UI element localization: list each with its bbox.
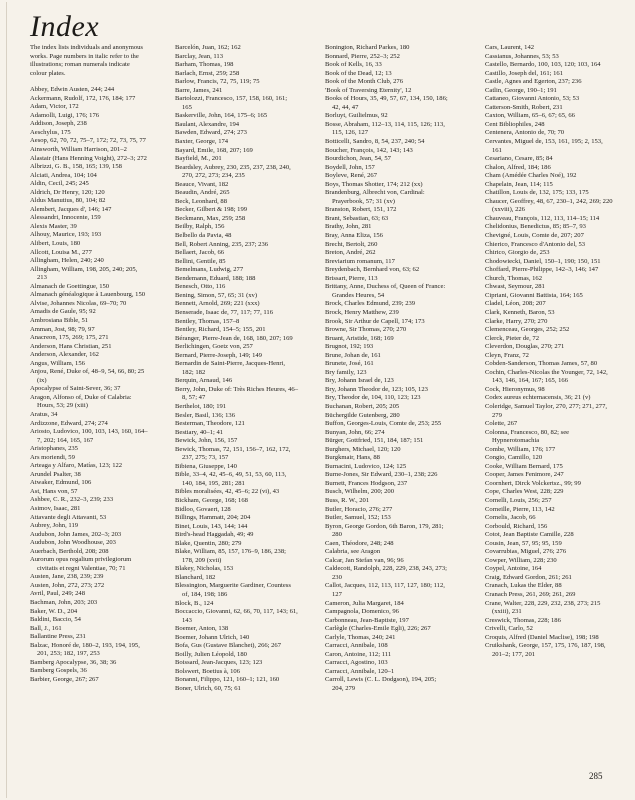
index-entry: Anderson, Hans Christian, 251: [30, 342, 112, 350]
index-entry: Cranach Press, 261, 269; 261, 269: [485, 591, 576, 598]
index-entry: Benesch, Otto, 116: [175, 283, 226, 291]
index-entry: Asimov, Isaac, 281: [30, 504, 81, 512]
index-entry: Angus, William, 156: [30, 359, 85, 367]
index-entry: Ariosto, Ludovico, 100, 103, 143, 160, 164–7, 202; 164, 165, 167: [30, 428, 148, 444]
index-entry: Bellini, Gentile, 85: [175, 257, 226, 265]
index-entry: Ainsworth, William Harrison, 201–2: [30, 146, 127, 154]
index-entry: Alessandri, Innocente, 159: [30, 214, 101, 222]
index-entry: Calcar, Jan Stefan van, 96; 96: [325, 556, 404, 564]
index-entry: Burnett, Frances Hodgson, 237: [325, 479, 408, 487]
index-entry: Brugnot, 192; 193: [325, 343, 374, 351]
index-entry: Brecht, Bertolt, 260: [325, 240, 378, 248]
index-entry: Bamberg Gospels, 36: [30, 667, 87, 675]
index-entry: Bolswert, Boetius à, 106: [175, 667, 241, 675]
index-entry: Cochin, Charles-Nicolas the Younger, 72, 142, 143, 146, 164, 167; 165, 166: [485, 368, 608, 385]
index-entry: Brathy, John, 281: [325, 223, 372, 231]
index-entry: Chapelain, Jean, 114; 115: [485, 180, 553, 188]
index-entry: Chatillon, Louis de, 132, 175; 133, 175: [485, 189, 589, 197]
index-entry: Clerck, Pieter de, 72: [485, 334, 540, 342]
index-entry: Beardsley, Aubrey, 230, 235, 237, 238, 240, 270, 272, 273; 234, 235: [175, 163, 291, 180]
index-entry: Arundel Psalter, 38: [30, 470, 81, 478]
index-entry: Callot, Jacques, 112, 113, 117, 127, 180; 112, 127: [325, 582, 445, 598]
index-entry: Bewick, John, 156, 157: [175, 437, 238, 445]
index-entry: Bofa, Gus (Gustave Blanchet), 266; 267: [175, 642, 282, 650]
index-entry: Bernardin de Saint-Pierre, Jacques-Henri, 182; 182: [175, 360, 286, 376]
index-entry: Bird's-head Haggadah, 49; 49: [175, 531, 254, 539]
index-entry: Cooke, William Bernard, 175: [485, 462, 563, 470]
index-entry: Bible, 33–4, 42, 45–6, 49, 51, 53, 60, 113, 140, 184, 195, 281; 281: [175, 471, 287, 487]
index-entry: Calabria, see Aragon: [325, 548, 381, 556]
index-entry: Alibert, Louis, 180: [30, 240, 81, 248]
index-entry: Baldini, Baccio, 54: [30, 616, 81, 624]
index-entry: Chalon, Alfred, 184; 186: [485, 163, 551, 171]
index-entry: Bry, Johann Israel de, 123: [325, 377, 394, 385]
index-entry: Byron, George Gordon, 6th Baron, 179, 281; 280: [325, 522, 444, 539]
index-entry: Campagnola, Domenico, 96: [325, 608, 399, 616]
index-entry: Ackermann, Rudolf, 172, 176, 184; 177: [30, 94, 136, 102]
index-entry: Barlach, Ernst, 259; 258: [175, 69, 240, 77]
index-entry: Blessington, Marguerite Gardiner, Countess of, 184, 198; 186: [175, 582, 291, 598]
index-entry: Coypel, Antoine, 164: [485, 565, 542, 573]
index-entry: Atwaker, Edmund, 106: [30, 479, 92, 487]
index-entry: Blakey, Nicholas, 153: [175, 565, 234, 573]
index-entry: Catterson-Smith, Robert, 231: [485, 103, 563, 111]
index-entry: Breton, André, 262: [325, 249, 376, 257]
index-entry: Balzac, Honoré de, 180–2, 193, 194, 195, 201, 253; 182, 197, 253: [30, 641, 140, 658]
index-entry: Caen, Théodore, 248; 248: [325, 539, 394, 547]
index-entry: Brook, Sir Arthur de Capell, 174; 173: [325, 317, 425, 325]
index-entry: Bayfield, M., 201: [175, 155, 222, 163]
index-entry: Bachman, John, 203; 203: [30, 599, 98, 606]
index-entry: Bennett, Arnold, 269; 221 (xxx): [175, 300, 260, 308]
index-entry: Book of Kells, 16, 33: [325, 61, 382, 69]
index-entry: Chirico, Giorgio de, 253: [485, 249, 550, 257]
index-entry: Combe, William, 176; 177: [485, 445, 556, 453]
index-column-1: [30, 44, 148, 684]
index-entry: Bourdichon, Jean, 54, 57: [325, 155, 391, 163]
index-entry: Borluyt, Guilielmus, 92: [325, 112, 388, 120]
index-entry: Büchergilde Gutenberg, 280: [325, 411, 400, 419]
index-entry: Becker, Gilbert & 198; 199: [175, 206, 248, 214]
index-entry: Cousin, Jean, 57, 95; 95, 159: [485, 539, 562, 547]
index-entry: Addison, Joseph, 238: [30, 120, 87, 128]
index-entry: Covarrubias, Miguel, 276; 276: [485, 548, 567, 556]
index-entry: Besler, Basil, 136; 136: [175, 411, 235, 419]
index-entry: Allingham, Helen, 240; 240: [30, 257, 104, 265]
index-entry: Cranach, Lukas the Elder, 88: [485, 582, 562, 590]
index-entry: Aubrey, John, 119: [30, 522, 79, 530]
index-entry: Butler, Horacio, 276; 277: [325, 505, 393, 513]
index-entry: Bidloo, Govaert, 128: [175, 505, 231, 513]
index-entry: Attavante degli Attavanti, 53: [30, 513, 107, 521]
index-entry: Clarke, Harry, 270; 270: [485, 317, 548, 325]
index-entry: Colette, 267: [485, 420, 518, 428]
index-entry: Austen, John, 272, 273; 272: [30, 581, 105, 589]
index-entry: Ashbee, C. R., 232–3, 239; 233: [30, 496, 114, 504]
index-entry: Browne, Sir Thomas, 270; 270: [325, 326, 407, 334]
index-entry: Berry, John, Duke of: Très Riches Heures, 46–8, 57; 47: [175, 385, 299, 402]
index-entry: Aesop, 62, 70, 72, 75–7, 172; 72, 73, 75, 77: [30, 137, 146, 145]
index-entry: Book of the Month Club, 276: [325, 78, 404, 86]
index-entry: Anacreon, 175, 269; 175, 271: [30, 334, 109, 342]
index-entry: Clark, Kenneth, Baron, 53: [485, 308, 555, 316]
index-entry: Ars moriendi, 59: [30, 453, 75, 461]
index-entry: Cornelis, Jacob, 66: [485, 514, 536, 522]
index-entry: Arteaga y Alfaro, Matías, 123; 122: [30, 462, 123, 470]
index-entry: Carbonneau, Jean-Baptiste, 197: [325, 616, 409, 624]
index-entry: Cesariano, Cesare, 85; 84: [485, 155, 553, 163]
index-entry: Caxton, William, 65–6, 67; 65, 66: [485, 112, 575, 120]
index-entry: Bonnard, Pierre, 252–3; 252: [325, 52, 400, 60]
index-entry: Baxter, George, 174: [175, 138, 229, 146]
index-entry: Avril, Paul, 249; 248: [30, 590, 86, 598]
index-entry: Cobden-Sanderson, Thomas James, 57, 80: [485, 360, 598, 368]
index-entry: Brock, Charles Edmund, 239; 239: [325, 300, 416, 308]
index-entry: Cars, Laurent, 142: [485, 44, 535, 51]
index-entry: Boccaccio, Giovanni, 62, 66, 70, 117, 143; 61, 143: [175, 608, 298, 624]
index-entry: Ardizzone, Edward, 274; 274: [30, 419, 108, 427]
index-entry: Aristophanes, 235: [30, 445, 78, 453]
index-entry: Bendemann, Eduard, 188; 188: [175, 274, 256, 282]
index-entry: Aldin, Cecil, 245; 245: [30, 180, 89, 188]
index-entry: Bawden, Edward, 274; 273: [175, 129, 247, 137]
index-entry: Books of Hours, 35, 49, 57, 67, 134, 150, 186; 42, 44, 47: [325, 95, 448, 111]
index-entry: Beck, Leonhard, 88: [175, 197, 227, 205]
page-title: Index: [30, 10, 100, 43]
index-entry: Barham, Thomas, 198: [175, 61, 234, 69]
index-entry: Aldus Manutius, 80, 104; 82: [30, 197, 106, 205]
index-entry: Audubon, John James, 202–3; 203: [30, 530, 122, 538]
index-entry: Boys, Thomas Shotter, 174; 212 (xx): [325, 180, 423, 188]
index-entry: Chodowiecki, Daniel, 150–1, 190; 150, 151: [485, 257, 601, 265]
index-entry: Cent Bibliophiles, 248: [485, 120, 545, 128]
index-entry: Adamolli, Luigi, 176; 176: [30, 111, 100, 119]
index-entry: Allcott, Louisa M., 277: [30, 248, 92, 256]
index-entry: Alexis Master, 39: [30, 222, 77, 230]
index-entry: Bernard, Pierre-Joseph, 149; 149: [175, 351, 262, 359]
index-entry: Bening, Simon, 57, 65; 31 (xv): [175, 291, 258, 299]
index-entry: Church, Thomas, 162: [485, 274, 543, 282]
index-entry: Cipriani, Giovanni Battista, 164; 165: [485, 291, 583, 299]
index-entry: Codex aureus echternacensis, 36; 21 (v): [485, 394, 591, 402]
index-entry: Beckmann, Max, 259; 258: [175, 214, 246, 222]
index-entry: Coornhert, Dirck Volckertsz., 99; 99: [485, 479, 581, 487]
index-entry: Alembert, Jacques d', 146; 147: [30, 205, 112, 213]
index-entry: Bry, Johann Theodor de, 123; 105, 123: [325, 385, 428, 393]
index-entry: Busch, Wilhelm, 200; 200: [325, 488, 395, 496]
index-entry: Crane, Walter, 228, 229, 232, 238, 273; 215 (xxiii), 231: [485, 599, 601, 616]
index-entry: Cervantes, Miguel de, 153, 161, 195; 2, 153, 161: [485, 138, 603, 154]
index-entry: Carracci, Annibale, 108: [325, 642, 388, 650]
index-entry: Chelidonius, Benedictus, 85; 85–7, 93: [485, 223, 586, 231]
index-entry: Austen, Jane, 238, 239; 239: [30, 573, 104, 581]
index-entry: Buss, R. W., 201: [325, 496, 370, 504]
index-entry: Allingham, William, 198, 205, 240; 205, 213: [30, 265, 138, 282]
index-entry: Chwast, Seymour, 281: [485, 283, 545, 291]
index-entry: Amman, Jost, 98; 79, 97: [30, 325, 95, 333]
index-entry: Craig, Edward Gordon, 261; 261: [485, 573, 572, 581]
index-entry: Burghers, Michael, 120; 120: [325, 445, 401, 453]
index-entry: Botticelli, Sandro, 8, 54, 237, 240; 54: [325, 138, 425, 146]
index-entry: Clemenceau, Georges, 252; 252: [485, 326, 570, 334]
index-entry: Bartolozzi, Francesco, 157, 158, 160, 161; 165: [175, 95, 288, 111]
index-entry: Bemelmans, Ludwig, 277: [175, 266, 244, 274]
index-entry: Aldrich, Dr Henry, 120; 120: [30, 188, 105, 196]
index-entry: Abbey, Edwin Austen, 244; 244: [30, 86, 115, 94]
index-entry: Branston, Robert, 151, 172: [325, 206, 397, 214]
index-entry: Ambrosiana Bible, 51: [30, 316, 89, 324]
index-entry: Bruant, Aristide, 168; 169: [325, 334, 394, 342]
index-entry: Buffon, Georges-Louis, Comte de, 253; 255: [325, 420, 442, 428]
index-entry: Brock, Henry Matthew, 239: [325, 308, 399, 316]
index-entry: Boemer, Johann Ulrich, 140: [175, 633, 250, 641]
index-entry: Carroll, Lewis (C. L. Dodgson), 194, 205; 204, 279: [325, 676, 437, 693]
index-entry: Breviarium romanum, 117: [325, 257, 395, 265]
page-number: 285: [589, 771, 603, 781]
index-entry: Brandenburg, Albrecht von, Cardinal: Prayerbook, 57; 31 (xv): [325, 189, 425, 205]
index-entry: Breydenbach, Bernhard von, 63; 62: [325, 266, 420, 274]
index-entry: Cham (Amédée Charles Noé), 192: [485, 172, 577, 180]
index-column-3: [325, 44, 448, 694]
index-entry: Chaucer, Geoffrey, 48, 67, 230–1, 242, 269; 220 (xxviii), 226: [485, 197, 613, 214]
index-entry: Croquis, Alfred (Daniel Maclise), 198; 198: [485, 633, 599, 641]
index-entry: Burgkmair, Hans, 88: [325, 454, 380, 462]
index-entry: Cleyn, Franz, 72: [485, 351, 529, 359]
index-entry: Colonna, Francesco, 80, 82; see Hypnerotomachia: [485, 428, 570, 445]
index-entry: Barbier, George, 267; 267: [30, 675, 99, 683]
index-entry: Barre, James, 241: [175, 86, 223, 94]
index-entry: Alvise, Johannes Nicolas, 69–70; 70: [30, 299, 127, 307]
index-entry: Cowper, William, 228; 230: [485, 556, 557, 564]
index-entry: Boucher, François, 142, 143; 143: [325, 146, 413, 154]
index-entry: Carracci, Annibale, 120–1: [325, 667, 395, 675]
index-entry: Adam, Victor, 172: [30, 103, 79, 111]
index-entry: Catlin, George, 190–1; 191: [485, 86, 557, 94]
index-entry: Corbould, Richard, 156: [485, 522, 548, 530]
index-entry: Carracci, Agostino, 103: [325, 659, 388, 667]
index-entry: 'Book of Traversing Eternity', 12: [325, 86, 412, 94]
index-entry: Baulant, Alexandre, 194: [175, 120, 240, 128]
index-entry: Bell, Robert Anning, 235, 237; 236: [175, 240, 269, 248]
index-entry: Boner, Ulrich, 60, 75; 61: [175, 685, 241, 693]
index-entry: Boilly, Julien Léopold, 180: [175, 650, 247, 658]
index-entry: Congio, Camillo, 120: [485, 454, 543, 462]
index-entry: Cruikshank, George, 157, 175, 176, 187, 198, 201–2; 177, 201: [485, 642, 606, 658]
index-entry: Carlègle (Charles-Emile Egli), 226; 267: [325, 625, 431, 633]
index-entry: Bentley, Thomas, 157–8: [175, 317, 240, 325]
index-entry: Buchanan, Robert, 205; 205: [325, 402, 400, 410]
index-entry: Castle, Agnes and Egerton, 237; 236: [485, 78, 582, 86]
index-entry: Cotot, Jean Baptiste Camille, 228: [485, 531, 574, 539]
index-entry: Aragon, Alfonso of, Duke of Calabria: Hours, 53; 29 (xiii): [30, 393, 132, 410]
page-edge-line: [6, 2, 7, 798]
index-entry: Besterman, Theodore, 121: [175, 420, 245, 428]
index-entry: Creswick, Thomas, 228; 186: [485, 616, 561, 624]
index-entry: Alciati, Andrea, 104; 104: [30, 171, 97, 179]
index-entry: Barlow, Francis, 72, 75, 119; 75: [175, 78, 260, 86]
index-entry: Boemer, Anton, 138: [175, 625, 229, 633]
index-entry: Brant, Sebastian, 63; 63: [325, 214, 389, 222]
index-entry: Brunete, José, 161: [325, 360, 374, 368]
index-entry: Almanach de Goettingue, 150: [30, 282, 110, 290]
index-entry: Bentley, Richard, 154–5; 155, 201: [175, 326, 266, 334]
index-entry: Baskerville, John, 164, 175–6; 165: [175, 112, 268, 120]
index-entry: Billings, Hammatt, 204; 204: [175, 514, 251, 522]
index-entry: Apocalypse of Saint-Sever, 36; 37: [30, 385, 121, 393]
index-entry: Amadis de Gaule, 95; 92: [30, 308, 96, 316]
index-entry: Blake, Quentin, 280; 279: [175, 539, 242, 547]
index-entry: Corneille, Pierre, 113, 142: [485, 505, 555, 513]
index-entry: Castillo, Joseph del, 161; 161: [485, 69, 564, 77]
index-entry: Bibiena, Giuseppe, 140: [175, 462, 237, 470]
index-entry: Burnacini, Ludovico, 124; 125: [325, 462, 407, 470]
index-entry: Barclay, Jean, 113: [175, 52, 224, 60]
index-entry: Alastair (Hans Henning Voight), 272–3; 272: [30, 154, 147, 162]
index-entry: Bry, Theodor de, 104, 110, 123; 123: [325, 394, 421, 402]
index-entry: Butler, Samuel, 152; 153: [325, 514, 391, 522]
index-entry: Choffard, Pierre-Philippe, 142–3, 146; 147: [485, 266, 599, 274]
index-entry: Ball, J., 161: [30, 624, 62, 632]
index-entry: Belbello da Pavia, 48: [175, 232, 232, 240]
index-entry: Bickham, George, 168; 168: [175, 496, 248, 504]
index-entry: Aratus, 34: [30, 410, 58, 418]
index-entry: Chauveau, François, 112, 113, 114–15; 114: [485, 214, 600, 222]
index-entry: Caron, Antoine, 112; 111: [325, 650, 392, 658]
index-entry: Berthelot, 180; 191: [175, 402, 227, 410]
index-entry: Crivelli, Carlo, 52: [485, 625, 533, 633]
index-entry: Coleridge, Samuel Taylor, 270, 277; 271, 277, 279: [485, 402, 608, 419]
index-entry: Anjou, René, Duke of, 48–9, 54, 66, 80; 25 (ix): [30, 368, 145, 384]
index-entry: Caldecott, Randolph, 228, 229, 238, 243, 273; 230: [325, 565, 447, 581]
index-entry: Beauce, Vivant, 182: [175, 180, 229, 188]
index-entry: Bellaert, Jacob, 66: [175, 249, 225, 257]
index-column-4: [485, 44, 613, 659]
index-entry: Cladel, Léon, 208; 207: [485, 300, 546, 308]
index-entry: Ballantine Press, 231: [30, 633, 86, 641]
index-entry: Bewick, Thomas, 72, 151, 156–7, 162, 172, 237, 275; 73, 157: [175, 445, 291, 462]
index-entry: Bosse, Abraham, 112–13, 114, 115, 126; 113, 115, 126, 127: [325, 120, 445, 137]
index-entry: Boissard, Jean-Jacques, 123; 123: [175, 659, 263, 667]
index-entry: Bray, Anna Eliza, 156: [325, 232, 383, 240]
index-entry: Book of the Dead, 12; 13: [325, 69, 392, 77]
index-entry: Bamberg Apocalypse, 36, 38; 36: [30, 658, 117, 666]
index-entry: Beilby, Ralph, 156: [175, 223, 225, 231]
index-entry: Ast, Hans von, 57: [30, 487, 78, 495]
index-entry: Bayard, Emile, 168, 207; 169: [175, 146, 253, 154]
index-entry: Bonington, Richard Parkes, 180: [325, 44, 410, 51]
index-entry: Auerbach, Berthold, 208; 208: [30, 547, 109, 555]
index-entry: Aurorum opus regalium privilegiorum civitatis et regni Valentiae, 70; 71: [30, 556, 132, 572]
index-entry: Bunyan, John, 66; 274: [325, 428, 385, 436]
index-entry: Bürger, Gottfried, 151, 184, 187; 151: [325, 437, 424, 445]
index-entry: Blanchard, 182: [175, 573, 216, 581]
index-entry: Boyleve, René, 267: [325, 172, 378, 180]
index-entry: Benserade, Isaac de, 77, 117; 77, 116: [175, 308, 274, 316]
index-entry: Cassianus, Johannes, 53; 53: [485, 52, 559, 60]
index-entry: Bry family, 123: [325, 368, 367, 376]
index-entry: Beaudin, André, 265: [175, 189, 230, 197]
index-entry: Blake, William, 85, 157, 176–9, 186, 238; 178, 209 (xvii): [175, 548, 286, 564]
index-entry: Burne-Jones, Sir Edward, 230–1, 238; 226: [325, 471, 438, 479]
index-entry: Cornelli, Louis, 256; 257: [485, 496, 552, 504]
index-entry: Castello, Bernardo, 100, 103, 120; 103, 164: [485, 61, 601, 69]
index-introduction: The index lists individuals and anonymous works. Page numbers in italic refer to the illustrations; roman numerals indicate colour plates.: [30, 44, 143, 77]
index-entry: Bestiary, 40–1; 41: [175, 428, 224, 436]
index-entry: Brune, Johan de, 161: [325, 351, 381, 359]
index-entry: Albrizzi, G. B., 158, 165; 139, 158: [30, 163, 122, 171]
index-entry: Cattaneo, Giovanni Antonio, 53; 53: [485, 95, 580, 103]
index-entry: Carlyle, Thomas, 240; 241: [325, 633, 396, 641]
index-entry: Cleverdon, Douglas, 270; 271: [485, 343, 565, 351]
index-entry: Chevigné, Louis, Comte de, 207; 207: [485, 232, 584, 240]
index-entry: Almanach généalogique à Lauenbourg, 150: [30, 291, 146, 299]
index-entry: Brissart, Pierre, 113: [325, 274, 378, 282]
index-entry: Bonanni, Filippo, 121, 160–1; 121, 160: [175, 676, 280, 684]
index-entry: Barcelón, Juan, 162; 162: [175, 44, 241, 51]
index-entry: Audubon, John Woodhouse, 203: [30, 539, 116, 547]
index-entry: Binet, Louis, 143, 144; 144: [175, 522, 248, 530]
index-entry: Boydell, John, 157: [325, 163, 375, 171]
index-entry: Centenera, Antonio de, 70; 70: [485, 129, 565, 137]
index-entry: Anderson, Alexander, 162: [30, 351, 99, 359]
index-entry: Alhouy, Maurice, 193; 193: [30, 231, 102, 239]
index-entry: Chierico, Francesco d'Antonio del, 53: [485, 240, 586, 248]
index-entry: Aeschylus, 175: [30, 128, 71, 136]
index-entry: Brittany, Anne, Duchess of, Queen of France: Grandes Heures, 54: [325, 283, 446, 299]
index-entry: Berlichingen, Goetz von, 257: [175, 343, 253, 351]
index-entry: Cameron, Julia Margaret, 184: [325, 599, 404, 607]
index-entry: Cock, Hieronymus, 98: [485, 385, 545, 393]
index-entry: Berquin, Arnaud, 146: [175, 377, 233, 385]
index-entry: Baker, W. D., 204: [30, 607, 78, 615]
index-column-2: [175, 44, 298, 694]
index-entry: Cooper, James Fenimore, 247: [485, 471, 564, 479]
index-entry: Bibles moralisées, 42, 45–6; 22 (vi), 43: [175, 488, 280, 496]
index-entry: Block, B., 124: [175, 599, 214, 607]
index-entry: Cope, Charles West, 228; 229: [485, 488, 564, 496]
index-entry: Béranger, Pierre-Jean de, 168, 180, 207; 169: [175, 334, 293, 342]
